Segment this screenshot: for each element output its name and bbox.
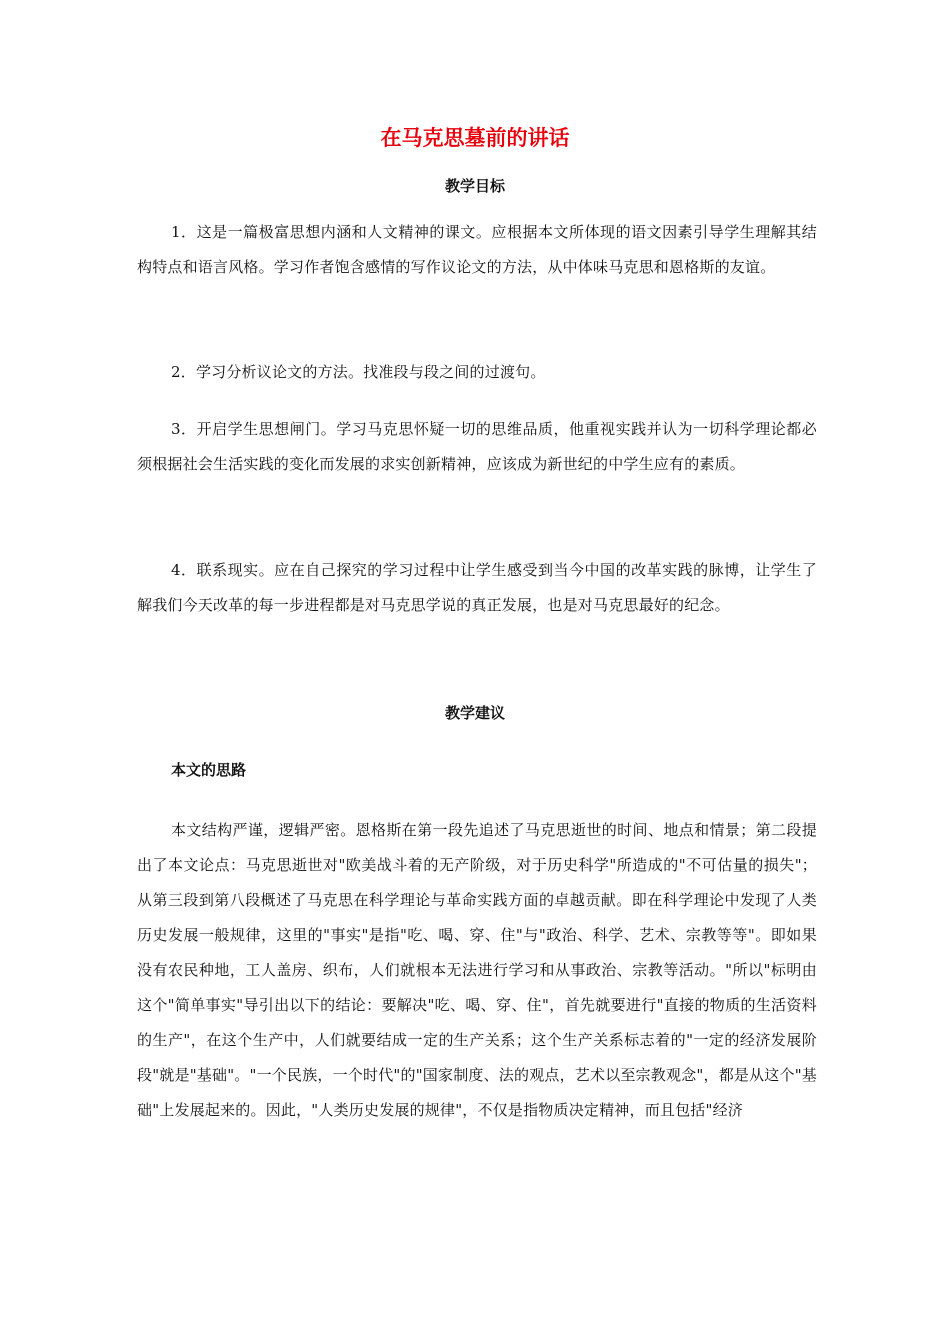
approach-subheading: 本文的思路	[171, 761, 247, 779]
objectives-heading: 教学目标	[444, 177, 505, 195]
objective-item-2: 2．学习分析议论文的方法。找准段与段之间的过渡句。	[171, 363, 546, 381]
objective-item-1: 1．这是一篇极富思想内涵和人文精神的课文。应根据本文所体现的语文因素引导学生理解其结构特点和语言风格。学习作者饱含感情的写作议论文的方法，从中体味马克思和恩格斯的友谊。	[137, 223, 817, 276]
document-title: 在马克思墓前的讲话	[380, 126, 570, 150]
objective-item-3: 3．开启学生思想闸门。学习马克思怀疑一切的思维品质，他重视实践并认为一切科学理论都必须根据社会生活实践的变化而发展的求实创新精神，应该成为新世纪的中学生应有的素质。	[137, 420, 817, 473]
suggestions-heading: 教学建议	[444, 704, 505, 722]
approach-body: 本文结构严谨，逻辑严密。恩格斯在第一段先追述了马克思逝世的时间、地点和情景；第二段提出了本文论点：马克思逝世对"欧美战斗着的无产阶级，对于历史科学"所造成的"不可估量的损失"；从第三段到第八段概述了马克思在科学理论与革命实践方面的卓越贡献。即在科学理论中发现了人类历史发展一般规律，这里的"事实"是指"吃、喝、穿、住"与"政治、科学、艺术、宗教等等"。即如果没有农民种地，工人盖房、织布，人们就根本无法进行学习和从事政治、宗教等活动。"所以"标明由这个"简单事实"导引出以下的结论：要解决"吃、喝、穿、住"，首先就要进行"直接的物质的生活资料的生产"，在这个生产中，人们就要结成一定的生产关系；这个生产关系标志着的"一定的经济发展阶段"就是"基础"。"一个民族，一个时代"的"国家制度、法的观点，艺术以至宗教观念"，都是从这个"基础"上发展起来的。因此，"人类历史发展的规律"，不仅是指物质决定精神，而且包括"经济	[137, 821, 817, 1119]
objective-item-4: 4．联系现实。应在自己探究的学习过程中让学生感受到当今中国的改革实践的脉博，让学生了解我们今天改革的每一步进程都是对马克思学说的真正发展，也是对马克思最好的纪念。	[137, 561, 817, 614]
